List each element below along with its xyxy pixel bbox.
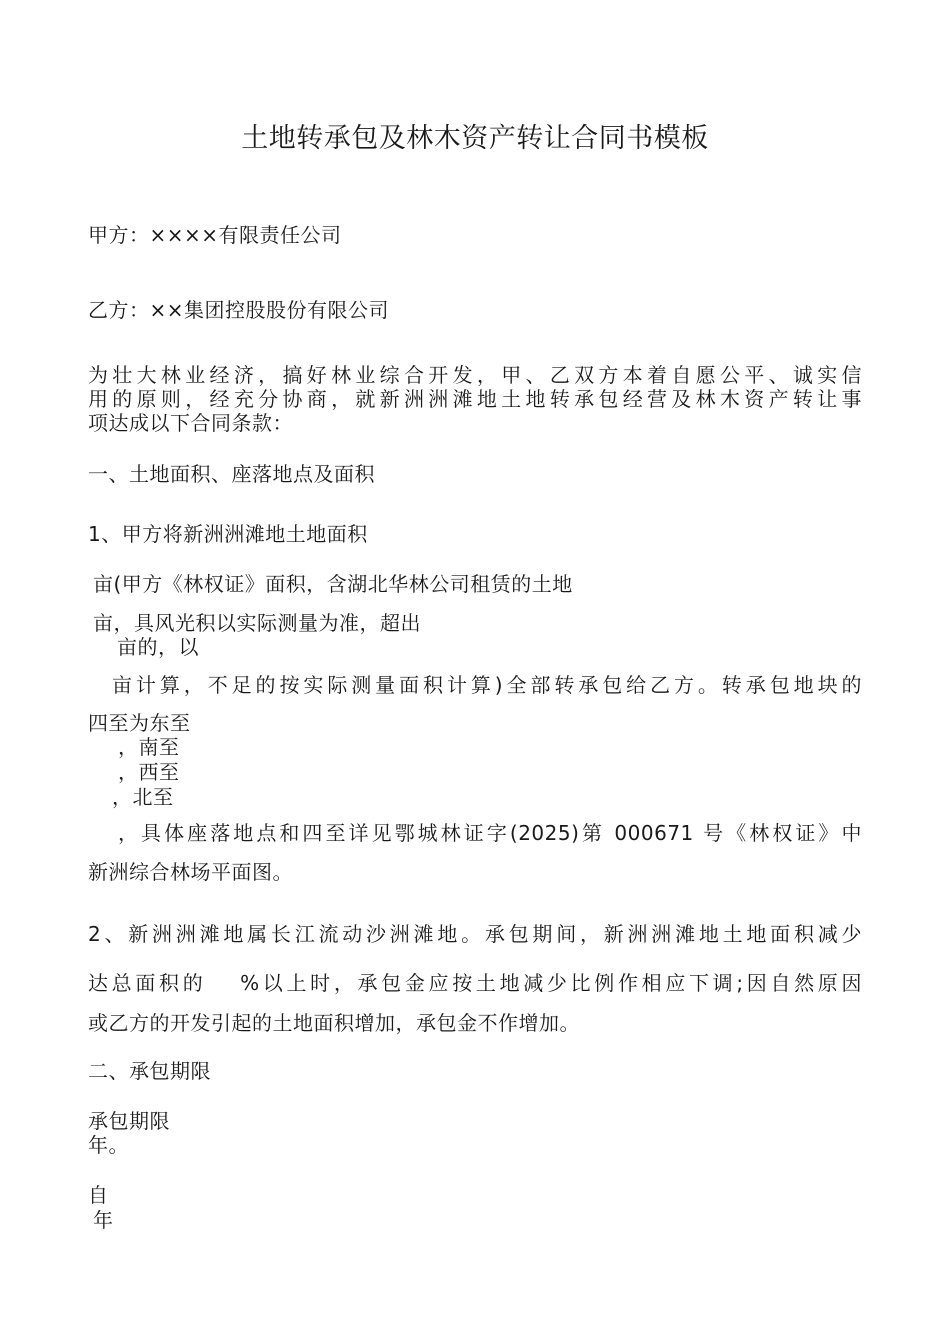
item-1-line-10: ，具体座落地点和四至详见鄂城林证字(2025)第 000671 号《林权证》中 — [118, 821, 862, 845]
item-1-line-11: 新洲综合林场平面图。 — [88, 860, 293, 884]
item-1-line-8: ，西至 — [118, 760, 180, 784]
section-1-heading: 一、土地面积、座落地点及面积 — [88, 462, 375, 486]
item-1-line-1: 1、甲方将新洲洲滩地土地面积 — [88, 522, 368, 546]
intro-line-1: 为壮大林业经济，搞好林业综合开发，甲、乙双方本着自愿公平、诚实信 — [88, 363, 862, 387]
item-1-line-3: 亩，具风光积以实际测量为准，超出 — [93, 611, 421, 635]
item-1-line-4: 亩的，以 — [117, 635, 199, 659]
document-title: 土地转承包及林木资产转让合同书模板 — [241, 123, 709, 154]
intro-line-3: 项达成以下合同条款： — [88, 411, 293, 435]
item-2-line-1: 2、新洲洲滩地属长江流动沙洲滩地。承包期间，新洲洲滩地土地面积减少 — [88, 922, 862, 946]
item-2-line-3: 或乙方的开发引起的土地面积增加，承包金不作增加。 — [88, 1011, 580, 1035]
item-1-line-6: 四至为东至 — [88, 711, 191, 735]
item-1-line-9: ，北至 — [112, 785, 174, 809]
party-b-line: 乙方：××集团控股股份有限公司 — [88, 298, 390, 322]
term-line-2: 年。 — [88, 1133, 129, 1157]
intro-line-2: 用的原则，经充分协商，就新洲洲滩地土地转承包经营及林木资产转让事 — [88, 387, 862, 411]
party-a-line: 甲方：××××有限责任公司 — [88, 223, 342, 247]
section-2-heading: 二、承包期限 — [88, 1059, 211, 1083]
term-line-3: 自 — [88, 1183, 109, 1207]
term-line-1: 承包期限 — [88, 1109, 170, 1133]
term-line-4: 年 — [93, 1208, 114, 1232]
item-1-line-7: ，南至 — [118, 735, 180, 759]
item-1-line-5: 亩计算，不足的按实际测量面积计算)全部转承包给乙方。转承包地块的 — [112, 673, 862, 697]
item-2-line-2: 达总面积的 %以上时，承包金应按土地减少比例作相应下调;因自然原因 — [88, 971, 862, 995]
item-1-line-2: 亩(甲方《林权证》面积，含湖北华林公司租赁的土地 — [93, 572, 573, 596]
